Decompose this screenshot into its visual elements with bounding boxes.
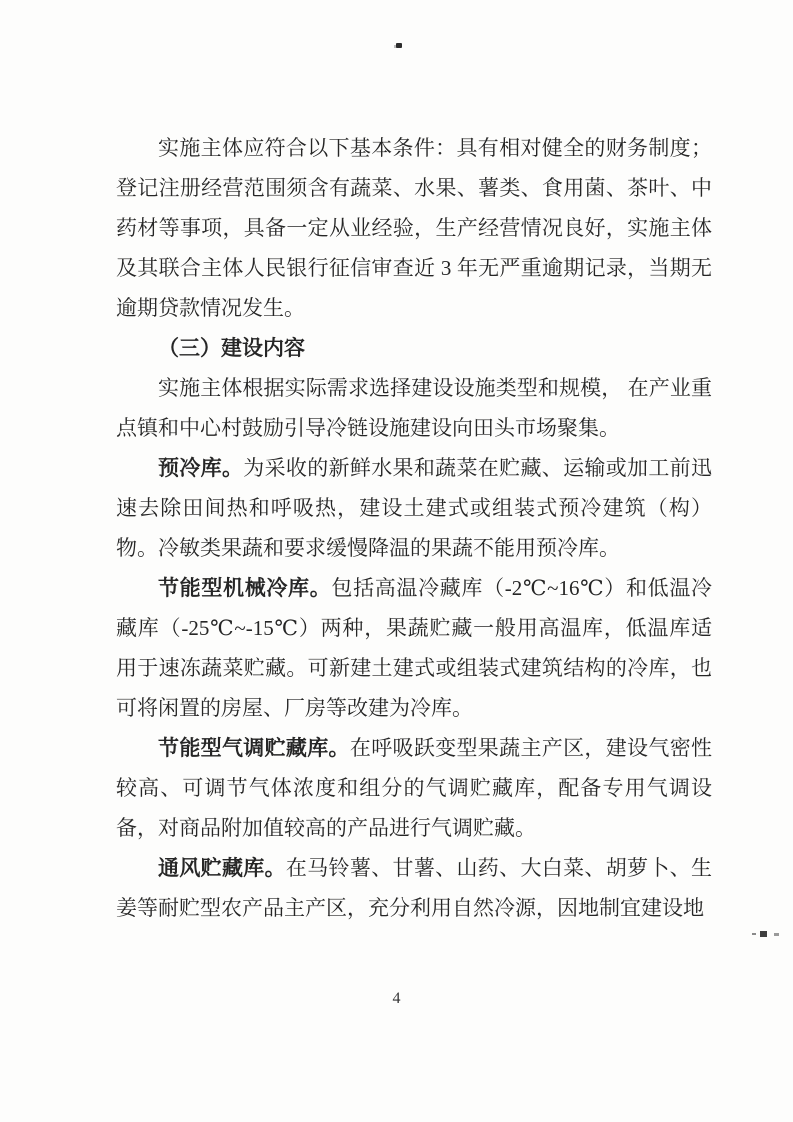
paragraph	[116, 848, 712, 928]
paragraph-text: 实施主体根据实际需求选择建设设施类型和规模， 在产业重点镇和中心村鼓励引导冷链设施建设向田头市场聚集。	[116, 376, 712, 440]
page-number: 4	[392, 990, 401, 1007]
paragraph	[116, 368, 712, 448]
paragraph-lead-term: 预冷库。	[158, 456, 244, 480]
paragraph	[116, 568, 712, 728]
paragraph-lead-term: 节能型气调贮藏库。	[158, 736, 350, 760]
paragraph-lead-term: 节能型机械冷库。	[158, 576, 332, 600]
paragraph	[116, 128, 712, 328]
paragraph-text: 在呼吸跃变型果蔬主产区，建设气密性较高、可调节气体浓度和组分的气调贮藏库，配备专用气调设备，对商品附加值较高的产品进行气调贮藏。	[116, 736, 713, 840]
document-body	[116, 128, 712, 928]
paragraph-text: 在马铃薯、甘薯、山药、大白菜、胡萝卜、生姜等耐贮型农产品主产区，充分利用自然冷源，因地制宜建设地	[116, 856, 713, 920]
ink-speck-top	[396, 43, 402, 48]
paragraph-text: 实施主体应符合以下基本条件：具有相对健全的财务制度；登记注册经营范围须含有蔬菜、水果、薯类、食用菌、茶叶、中药材等事项，具备一定从业经验，生产经营情况良好，实施主体及其联合主体人民银行征信审查近 3 年无严重逾期记录，当期无逾期贷款情况发生。	[116, 136, 712, 320]
ink-speck-right-margin	[752, 929, 782, 939]
paragraph	[116, 728, 712, 848]
heading-text: （三）建设内容	[158, 336, 305, 360]
paragraph-lead-term: 通风贮藏库。	[158, 856, 286, 880]
section-heading	[116, 328, 712, 368]
paragraph-text: 为采收的新鲜水果和蔬菜在贮藏、运输或加工前迅速去除田间热和呼吸热，建设土建式或组装式预冷建筑（构）物。冷敏类果蔬和要求缓慢降温的果蔬不能用预冷库。	[116, 456, 712, 560]
paragraph	[116, 448, 712, 568]
paragraph-text: 包括高温冷藏库（-2℃~16℃）和低温冷藏库（-25℃~-15℃）两种，果蔬贮藏一般用高温库，低温库适用于速冻蔬菜贮藏。可新建土建式或组装式建筑结构的冷库，也可将闲置的房屋、厂房等改建为冷库。	[116, 576, 712, 720]
